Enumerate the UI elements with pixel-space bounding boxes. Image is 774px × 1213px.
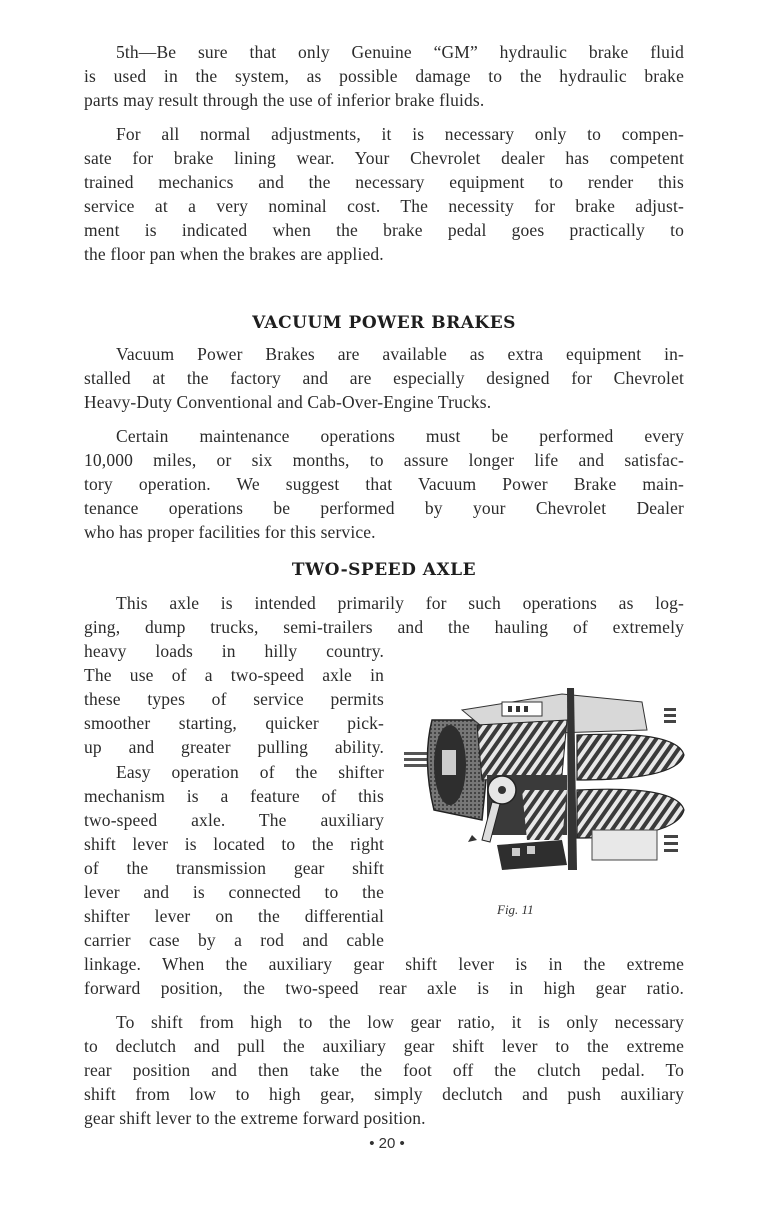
paragraph-line: To shift from high to the low gear ratio, it is only necessary <box>116 1012 684 1032</box>
paragraph-line: shift from low to high gear, simply declutch and push auxiliary <box>84 1084 684 1104</box>
paragraph-line: trained mechanics and the necessary equipment to render this <box>84 172 684 192</box>
paragraph-line: up and greater pulling ability. <box>84 737 384 757</box>
two-speed-axle-figure <box>402 680 688 880</box>
paragraph-line: This axle is intended primarily for such operations as log- <box>116 593 684 613</box>
paragraph-line: who has proper facilities for this service. <box>84 522 376 542</box>
paragraph-line: mechanism is a feature of this <box>84 786 384 806</box>
figure-caption: Fig. 11 <box>497 902 534 917</box>
paragraph-line: heavy loads in hilly country. <box>84 641 384 661</box>
paragraph-line: tenance operations be performed by your Chevrolet Dealer <box>84 498 684 518</box>
paragraph-line: gear shift lever to the extreme forward position. <box>84 1108 426 1128</box>
paragraph-line: ging, dump trucks, semi-trailers and the hauling of extremely <box>84 617 684 637</box>
paragraph-line: rear position and then take the foot off the clutch pedal. To <box>84 1060 684 1080</box>
paragraph-line: For all normal adjustments, it is necessary only to compen- <box>116 124 684 144</box>
paragraph-line: 10,000 miles, or six months, to assure longer life and satisfac- <box>84 450 684 470</box>
paragraph-line: Vacuum Power Brakes are available as extra equipment in- <box>116 344 684 364</box>
paragraph-line: forward position, the two-speed rear axle is in high gear ratio. <box>84 978 684 998</box>
section-heading-two-speed-axle: TWO-SPEED AXLE <box>291 560 477 580</box>
paragraph-line: service at a very nominal cost. The necessity for brake adjust- <box>84 196 684 216</box>
axle-differential-icon <box>402 680 688 880</box>
paragraph-line: smoother starting, quicker pick- <box>84 713 384 733</box>
paragraph-line: ment is indicated when the brake pedal goes practically to <box>84 220 684 240</box>
page-number: • 20 • <box>369 1135 405 1152</box>
paragraph-line: linkage. When the auxiliary gear shift lever is in the extreme <box>84 954 684 974</box>
paragraph-line: to declutch and pull the auxiliary gear shift lever to the extreme <box>84 1036 684 1056</box>
paragraph-line: these types of service permits <box>84 689 384 709</box>
paragraph-line: Certain maintenance operations must be performed every <box>116 426 684 446</box>
section-heading-vacuum-power-brakes: VACUUM POWER BRAKES <box>252 313 516 333</box>
paragraph-line: is used in the system, as possible damage to the hydraulic brake <box>84 66 684 86</box>
paragraph-line: shift lever is located to the right <box>84 834 384 854</box>
paragraph-line: Heavy-Duty Conventional and Cab-Over-Engine Trucks. <box>84 392 492 412</box>
paragraph-line: Easy operation of the shifter <box>116 762 384 782</box>
paragraph-line: tory operation. We suggest that Vacuum Power Brake main- <box>84 474 684 494</box>
paragraph-line: stalled at the factory and are especially designed for Chevrolet <box>84 368 684 388</box>
paragraph-line: sate for brake lining wear. Your Chevrolet dealer has competent <box>84 148 684 168</box>
paragraph-line: 5th—Be sure that only Genuine “GM” hydraulic brake fluid <box>116 42 684 62</box>
paragraph-line: of the transmission gear shift <box>84 858 384 878</box>
paragraph-line: The use of a two-speed axle in <box>84 665 384 685</box>
paragraph-line: lever and is connected to the <box>84 882 384 902</box>
paragraph-line: parts may result through the use of inferior brake fluids. <box>84 90 485 110</box>
paragraph-line: the floor pan when the brakes are applied. <box>84 244 384 264</box>
paragraph-line: carrier case by a rod and cable <box>84 930 384 950</box>
paragraph-line: shifter lever on the differential <box>84 906 384 926</box>
paragraph-line: two-speed axle. The auxiliary <box>84 810 384 830</box>
